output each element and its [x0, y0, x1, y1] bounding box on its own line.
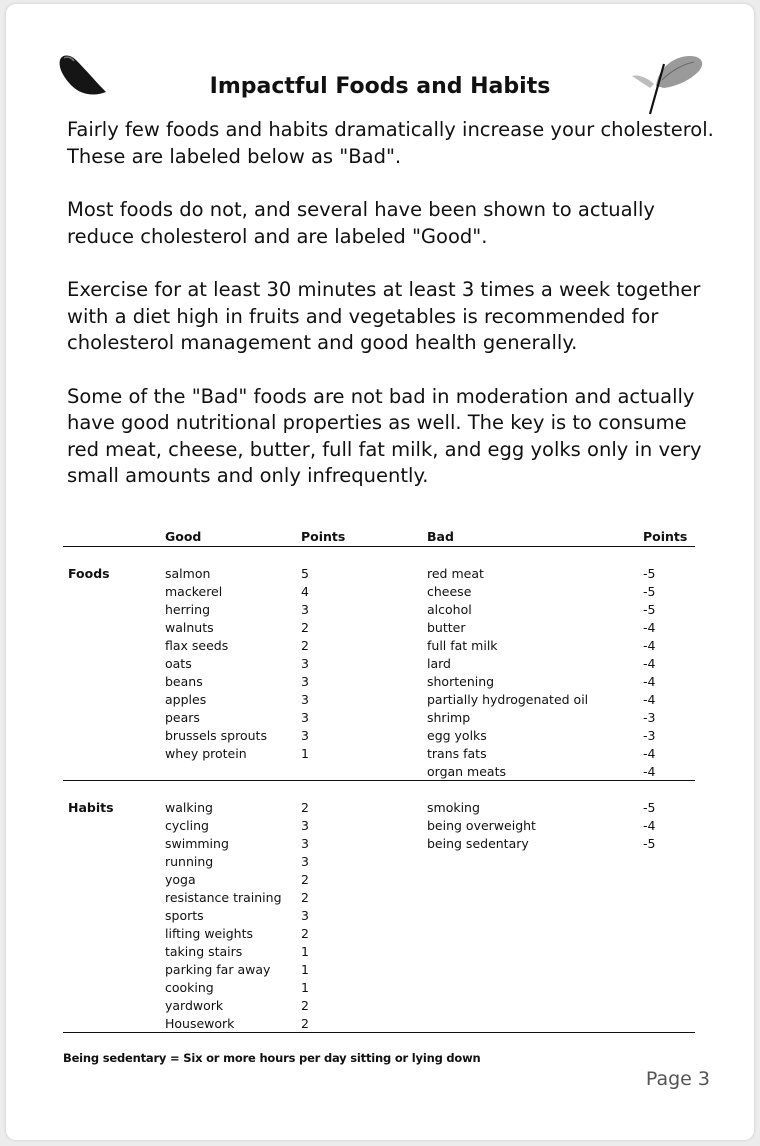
bad-item-name: butter [427, 620, 466, 635]
good-item-points: 2 [301, 926, 309, 941]
good-item-name: whey protein [165, 746, 247, 761]
good-item-points: 1 [301, 980, 309, 995]
bad-item-points: -5 [643, 566, 656, 581]
good-item-points: 1 [301, 746, 309, 761]
bad-item-name: shortening [427, 674, 495, 689]
page-number: Page 3 [645, 1068, 710, 1090]
good-item-name: cycling [165, 818, 209, 833]
good-item-points: 3 [301, 836, 309, 851]
good-item-points: 2 [301, 620, 309, 635]
good-item-name: resistance training [165, 890, 282, 905]
intro-paragraph: Fairly few foods and habits dramatically increase your cholesterol. These are labeled below as "Bad". [67, 118, 714, 168]
good-item-points: 3 [301, 602, 309, 617]
good-item-name: beans [165, 674, 203, 689]
good-item-points: 5 [301, 566, 309, 581]
section-label-habits: Habits [68, 800, 114, 815]
good-item-name: swimming [165, 836, 229, 851]
good-item-points: 3 [301, 818, 309, 833]
good-item-points: 1 [301, 944, 309, 959]
footnote: Being sedentary = Six or more hours per day sitting or lying down [63, 1051, 481, 1065]
bad-item-name: red meat [427, 566, 484, 581]
good-item-name: yardwork [165, 998, 224, 1013]
good-item-name: apples [165, 692, 207, 707]
good-item-name: oats [165, 656, 192, 671]
good-item-name: cooking [165, 980, 214, 995]
good-item-points: 2 [301, 638, 309, 653]
good-item-points: 2 [301, 1016, 309, 1031]
bad-item-points: -4 [643, 656, 656, 671]
bad-item-name: being overweight [427, 818, 536, 833]
bad-item-points: -4 [643, 674, 656, 689]
bad-item-name: egg yolks [427, 728, 487, 743]
good-item-points: 4 [301, 584, 309, 599]
good-item-name: mackerel [165, 584, 223, 599]
header-rule [63, 546, 695, 547]
bad-item-name: being sedentary [427, 836, 529, 851]
good-item-name: herring [165, 602, 211, 617]
good-item-name: walking [165, 800, 213, 815]
bad-item-name: lard [427, 656, 451, 671]
good-item-name: sports [165, 908, 204, 923]
intro-paragraph: Most foods do not, and several have been shown to actually reduce cholesterol and are labeled "Good". [67, 198, 655, 248]
section-rule [63, 780, 695, 781]
good-item-name: walnuts [165, 620, 214, 635]
good-item-points: 2 [301, 800, 309, 815]
bad-item-points: -4 [643, 764, 656, 779]
good-item-points: 1 [301, 962, 309, 977]
bad-item-points: -4 [643, 638, 656, 653]
bad-item-name: shrimp [427, 710, 471, 725]
good-item-points: 3 [301, 908, 309, 923]
section-label-foods: Foods [68, 566, 110, 581]
bad-item-name: full fat milk [427, 638, 498, 653]
bad-item-points: -5 [643, 800, 656, 815]
good-item-points: 2 [301, 872, 309, 887]
bad-item-name: trans fats [427, 746, 487, 761]
good-item-name: brussels sprouts [165, 728, 267, 743]
good-item-points: 3 [301, 710, 309, 725]
good-item-name: parking far away [165, 962, 271, 977]
bad-item-points: -5 [643, 602, 656, 617]
bad-item-name: partially hydrogenated oil [427, 692, 589, 707]
good-item-name: running [165, 854, 214, 869]
intro-paragraph: Exercise for at least 30 minutes at least 3 times a week together with a diet high in fruits and vegetables is recommended for cholesterol management and good health generally. [67, 278, 701, 354]
bad-item-points: -5 [643, 836, 656, 851]
bad-item-name: cheese [427, 584, 472, 599]
header-good-points: Points [301, 529, 346, 544]
bad-item-points: -4 [643, 818, 656, 833]
good-item-name: lifting weights [165, 926, 253, 941]
bad-item-name: smoking [427, 800, 480, 815]
good-item-points: 2 [301, 998, 309, 1013]
good-item-name: flax seeds [165, 638, 229, 653]
table-bottom-rule [63, 1032, 695, 1033]
good-item-points: 3 [301, 656, 309, 671]
good-item-name: yoga [165, 872, 196, 887]
page-title: Impactful Foods and Habits [209, 74, 551, 99]
bad-item-name: organ meats [427, 764, 506, 779]
good-item-points: 3 [301, 674, 309, 689]
bad-item-points: -5 [643, 584, 656, 599]
header-bad-points: Points [643, 529, 688, 544]
bad-item-points: -4 [643, 692, 656, 707]
good-item-points: 3 [301, 728, 309, 743]
good-item-name: salmon [165, 566, 211, 581]
intro-paragraph: Some of the "Bad" foods are not bad in moderation and actually have good nutritional properties as well. The key is to consume red meat, cheese, butter, full fat milk, and egg yolks only in very small amounts and only infrequently. [67, 384, 702, 487]
bad-item-points: -3 [643, 710, 656, 725]
good-item-name: Housework [165, 1016, 235, 1031]
good-item-points: 3 [301, 854, 309, 869]
header-good: Good [165, 529, 202, 544]
good-item-points: 3 [301, 692, 309, 707]
bad-item-name: alcohol [427, 602, 472, 617]
good-item-name: pears [165, 710, 200, 725]
bad-item-points: -4 [643, 620, 656, 635]
good-item-name: taking stairs [165, 944, 243, 959]
good-item-points: 2 [301, 890, 309, 905]
bad-item-points: -4 [643, 746, 656, 761]
header-bad: Bad [427, 529, 454, 544]
bad-item-points: -3 [643, 728, 656, 743]
